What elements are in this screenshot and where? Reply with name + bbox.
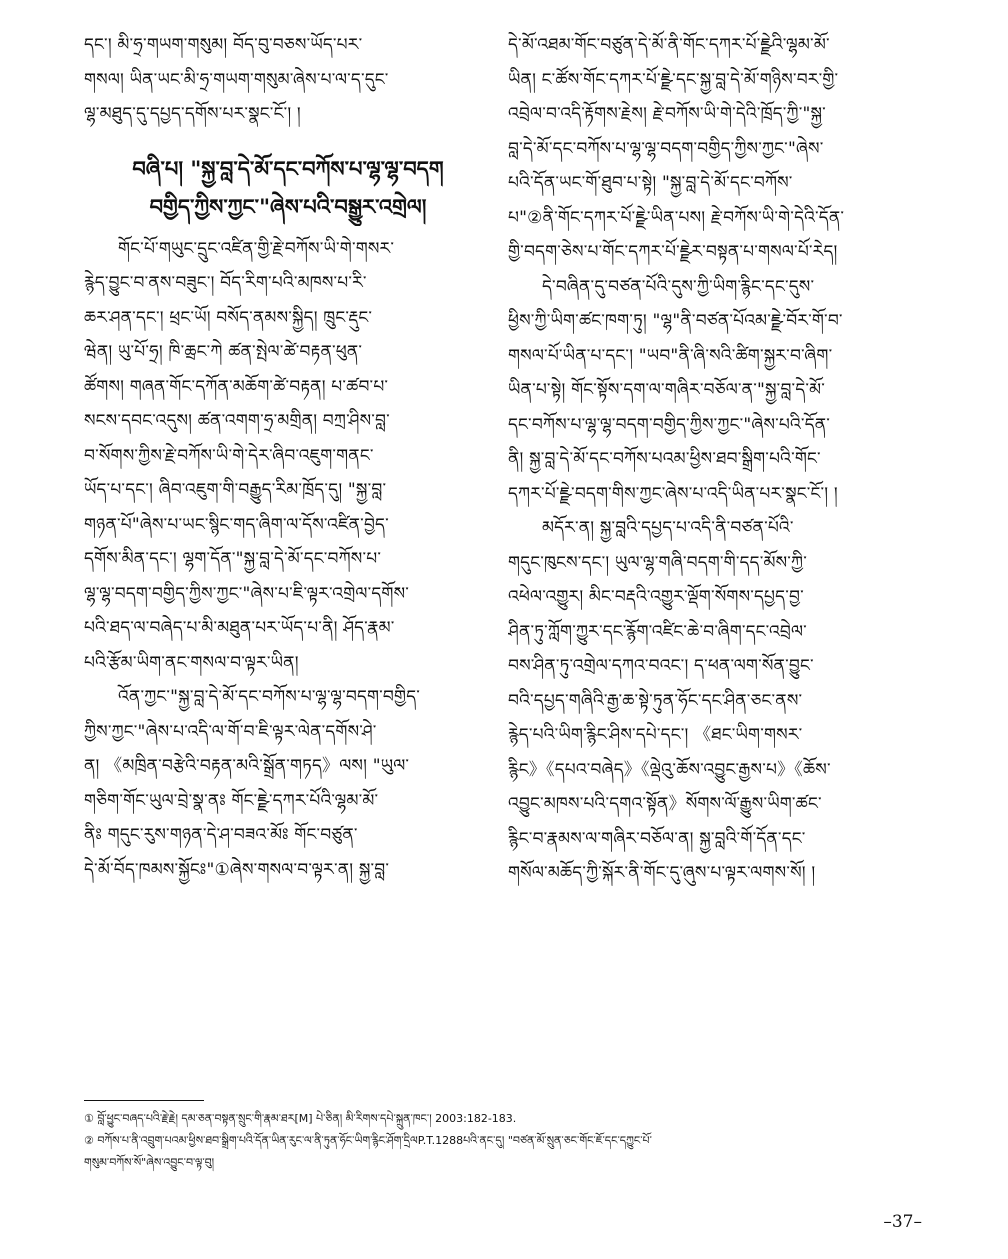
text-line: ཡིན་པ་སྟེ། གོང་སྟོས་དག་ལ་གཞིར་བཅོལ་ན་"སྐྱ་བླ་དེ་མོ་ [508, 380, 826, 400]
text-line: བས་ཤིན་ཏུ་འགྲེལ་དཀའ་བའང་། ད་ཕན་ལག་སོན་བྱུང་ [508, 656, 814, 676]
left-paragraph-2 [84, 680, 492, 887]
text-line: ཡོད་པ་དང་། ཞིབ་འཇུག་གི་བརྒྱུད་རིམ་ཁྲོད་དུ། "སྐྱ་བླ་ [84, 480, 387, 500]
left-paragraph-continuation [84, 28, 492, 132]
text-line: དེ་མོ་འཐམ་གོང་བཙུན་དེ་མོ་ནི་གོང་དཀར་པོ་ཇྫེའི་ལྷམ་མོ་ [508, 35, 830, 55]
text-line: གོང་པོ་གཡུང་དྲུང་འཛིན་གྱི་རྗེ་བཀོས་ཡི་གེ་གསར་ [118, 238, 395, 259]
section-heading [84, 150, 492, 226]
text-line: ལྷ་མཐུད་དུ་དཔྱད་དགོས་པར་སྣང་ངོ་། ། [84, 104, 301, 124]
footnote-2: ② བཀོས་པ་ནི་འབྲུག་པའམ་ཕྱིས་ཐབ་སྒྲིག་པའི་དོན་ཡིན་རུང་ལ་ནི་ཏུན་ཧོང་ཡིག་རྙིང་ཤོག་དྲིལP.T.1288པའི་ནང་དུ། "བཙན་མོ་སྲུན་ཅང་གོང་ཇོ་དང་དཀྱུང་པོ་ [84, 1134, 652, 1147]
left-paragraph-1 [84, 232, 492, 681]
text-line: ལྷ་ལྷ་བདག་བགྱིད་ཀྱིས་ཀྱང་"ཞེས་པ་ཇི་ལྟར་འགྲེལ་དགོས་ [84, 583, 410, 604]
text-line: དེ་མོ་བོད་ཁམས་སྐྱོངཿ"①ཞེས་གསལ་བ་ལྟར་ན། སྐྱ་བླ་ [84, 859, 390, 880]
text-line: ཝེན། ཡུ་པོ་ཧྲ། ཁི་ཆྲང་ཀེ ཚན་སྤེལ་ཚེ་བརྟན་ཕུན་ [84, 342, 363, 362]
right-column [508, 28, 916, 891]
text-line: གསལ་པོ་ཡིན་པ་དང་། "ཡབ"ནི་ཞི་སའི་ཚིག་སྐྱར་བ་ཞིག་ [508, 345, 833, 366]
text-line: ཆར་ཤན་དང་། ཕྲང་ཡོ། བསོད་ནམས་སྐྱིད། ཁྲུང་རྡུང་ [84, 307, 373, 328]
text-line: རྙེད་བྱུང་བ་ནས་བཟུང་། བོད་རིག་པའི་མཁས་པ་རི་ [84, 273, 367, 293]
right-paragraph-3 [508, 511, 916, 891]
text-line: པའི་ཐད་ལ་བཞེད་པ་མི་མཐུན་པར་ཡོད་པ་ནི། ཤོད་རྣམ་ [84, 618, 395, 638]
text-line: སངས་དབང་འདུས། ཚན་འགག་ཧྲ་མགྲིན། བཀྲ་ཤིས་བླ་ [84, 411, 390, 431]
text-line: པའི་དོན་ཡང་གོ་ཐུབ་པ་སྟེ། "སྐྱ་བླ་དེ་མོ་དང་བཀོས་ [508, 173, 793, 193]
footnote-1: ① བློ་ཕྱུང་བཞད་པའི་རྗེ་རྗེ། དམ་ཅན་བསྟན་སྲུང་གི་རྣམ་ཐར[M] པེ་ཅིན། མི་རིགས་དཔེ་སྐྲུན་ཁང་། 2003:182-183. [84, 1112, 517, 1125]
text-line: བའི་དཔྱད་གཞིའི་རྒྱ་ཆ་སྟེ་ཏུན་ཧོང་དང་ཤིན་ཅང་ནས་ [508, 690, 803, 711]
text-line: འཕེལ་འགྱུར། མིང་བརྡའི་འགྱུར་ལྡོག་སོགས་དཔྱད་བྱ་ [508, 587, 804, 607]
right-paragraph-continuation [508, 28, 916, 270]
text-line: གཉན་པོ"ཞེས་པ་ཡང་སྙིང་གད་ཞིག་ལ་དོས་འཛིན་བྱེད་ [84, 514, 389, 535]
text-line: དེ་བཞིན་དུ་བཙན་པོའི་དུས་ཀྱི་ཡིག་རྙིང་དང་དུས་ [542, 276, 815, 297]
right-paragraph-2 [508, 270, 916, 512]
text-line: རྙེད་པའི་ཡིག་རྙིང་ཤིས་དཔེ་དང་། 《ཐང་ཡིག་གསར་ [508, 725, 803, 745]
section-heading-line: བགྱིད་ཀྱིས་ཀྱང་"ཞེས་པའི་བསྒྱུར་འགྲེལ། [149, 194, 427, 219]
text-line: ནིཿ གདུང་རུས་གཉན་དེ་ཤ་བཟའ་མོཿ གོང་བཙུན་ [84, 825, 358, 845]
text-line: བ་སོགས་ཀྱིས་རྗེ་བཀོས་ཡི་གེ་དེར་ཞིབ་འཇུག་གནང་ [84, 445, 374, 466]
text-line: ཡིན། ང་ཚོས་གོང་དཀར་པོ་ཇྫེ་དང་སྐྱ་བླ་དེ་མོ་གཉིས་བར་གྱི་ [508, 69, 839, 90]
footnotes [84, 1108, 924, 1174]
text-line: ནི། སྐྱ་བླ་དེ་མོ་དང་བཀོས་པའམ་ཕྱིས་ཐབ་སྒྲིག་པའི་གོང་ [508, 449, 821, 469]
left-column [84, 28, 492, 887]
page-number: –37– [883, 1212, 922, 1232]
text-line: དང་། མི་ཧྲ་གཡག་གསུམ། བོད་བུ་བཅས་ཡོད་པར་ [84, 35, 363, 55]
text-line: དང་བཀོས་པ་ལྷ་ལྷ་བདག་བགྱིད་ཀྱིས་ཀྱང་"ཞེས་པའི་དོན་ [508, 414, 831, 435]
text-line: རྙིང》《དཔའ་བཞེད》《ལྡེའུ་ཆོས་འབྱུང་རྒྱས་པ》《ཆོས་ [508, 759, 831, 780]
text-line: པའི་རྩོམ་ཡིག་ནང་གསལ་བ་ལྟར་ཡིན། [84, 652, 299, 673]
text-line: པ"②ནི་གོང་དཀར་པོ་ཇྫེ་ཡིན་པས། རྗེ་བཀོས་ཡི་གེ་དེའི་དོན་ [508, 207, 845, 228]
text-line: འོན་ཀྱང་"སྐྱ་བླ་དེ་མོ་དང་བཀོས་པ་ལྷ་ལྷ་བདག་བགྱིད་ [118, 687, 421, 707]
text-line: གསོལ་མཆོད་ཀྱི་སྐོར་ནི་གོང་དུ་ཞུས་པ་ལྟར་ལགས་སོ། ། [508, 863, 816, 883]
footnote-divider [84, 1100, 204, 1101]
text-line: ན། 《མཁྲིན་བརྩེའི་བརྟན་མའི་སྒྲོན་གཏད》ལས། "ཡུལ་ [84, 756, 410, 776]
text-line: རྙིང་བ་རྣམས་ལ་གཞིར་བཅོལ་ན། སྐྱ་བླའི་གོ་དོན་དང་ [508, 828, 806, 849]
text-line: ཀྱིས་ཀྱང་"ཞེས་པ་འདི་ལ་གོ་བ་ཇི་ལྟར་ལེན་དགོས་ཤེ་ [84, 721, 377, 742]
text-line: གསལ། ཡིན་ཡང་མི་ཧྲ་གཡག་གསུམ་ཞེས་པ་ལ་ད་དུང་ [84, 69, 389, 90]
text-line: ཤིན་ཏུ་ཀློག་ཀྱུར་དང་རྙོག་འཛིང་ཆེ་བ་ཞིག་དང་འབྲེལ་ [508, 621, 807, 642]
text-line: བླ་དེ་མོ་དང་བཀོས་པ་ལྷ་ལྷ་བདག་བགྱིད་ཀྱིས་ཀྱང་"ཞེས་ [508, 138, 824, 159]
text-line: འབྲེལ་བ་འདི་རྟོགས་རྗེས། རྗེ་བཀོས་ཡི་གེ་དེའི་ཁྲོད་ཀྱི་"སྐྱ་ [508, 104, 826, 124]
text-line: གདུང་ཁུངས་དང་། ཡུལ་ལྷ་གཞི་བདག་གི་དད་མོས་ཀྱི་ [508, 552, 807, 573]
text-line: གཅིག་གོང་ཡུལ་བྲེ་སྣ་ནཿ གོང་ཇྫེ་དཀར་པོའི་ལྷམ་མོ་ [84, 790, 379, 811]
text-line: ཕྱིས་ཀྱི་ཡིག་ཚང་ཁག་ཏུ། "ལྷ"ནི་བཙན་པོའམ་ཇྫེ་བོར་གོ་བ་ [508, 311, 843, 331]
text-line: མདོར་ན། སྐྱ་བླའི་དཔྱད་པ་འདི་ནི་བཙན་པོའི་ [542, 518, 794, 538]
footnote-2-continuation: གསུམ་བཀོས་སོ"ཞེས་འབྱུང་བ་ལྟ་བུ། [84, 1156, 215, 1169]
text-line: འབྱུང་མཁས་པའི་དགའ་སྟོན》སོགས་ལོ་རྒྱུས་ཡིག་ཚང་ [508, 794, 822, 814]
section-heading-line: བཞི་པ། "སྐྱ་བླ་དེ་མོ་དང་བཀོས་པ་ལྷ་ལྷ་བདག [132, 156, 444, 181]
text-line: དགོས་མིན་དང་། ལྷག་དོན་"སྐྱ་བླ་དེ་མོ་དང་བཀོས་པ་ [84, 549, 382, 569]
text-line: དཀར་པོ་ཇྫེ་བདག་གིས་ཀྱང་ཞེས་པ་འདི་ཡིན་པར་སྣང་ངོ་། ། [508, 483, 838, 504]
text-line: ཚོགས། གཞན་གོང་དཀོན་མཆོག་ཚེ་བརྟན། པ་ཚབ་པ་ [84, 376, 389, 397]
text-line: གྱི་བདག་ཅེས་པ་གོང་དཀར་པོ་ཇྫེར་བསྟན་པ་གསལ་པོ་རེད། [508, 242, 838, 262]
